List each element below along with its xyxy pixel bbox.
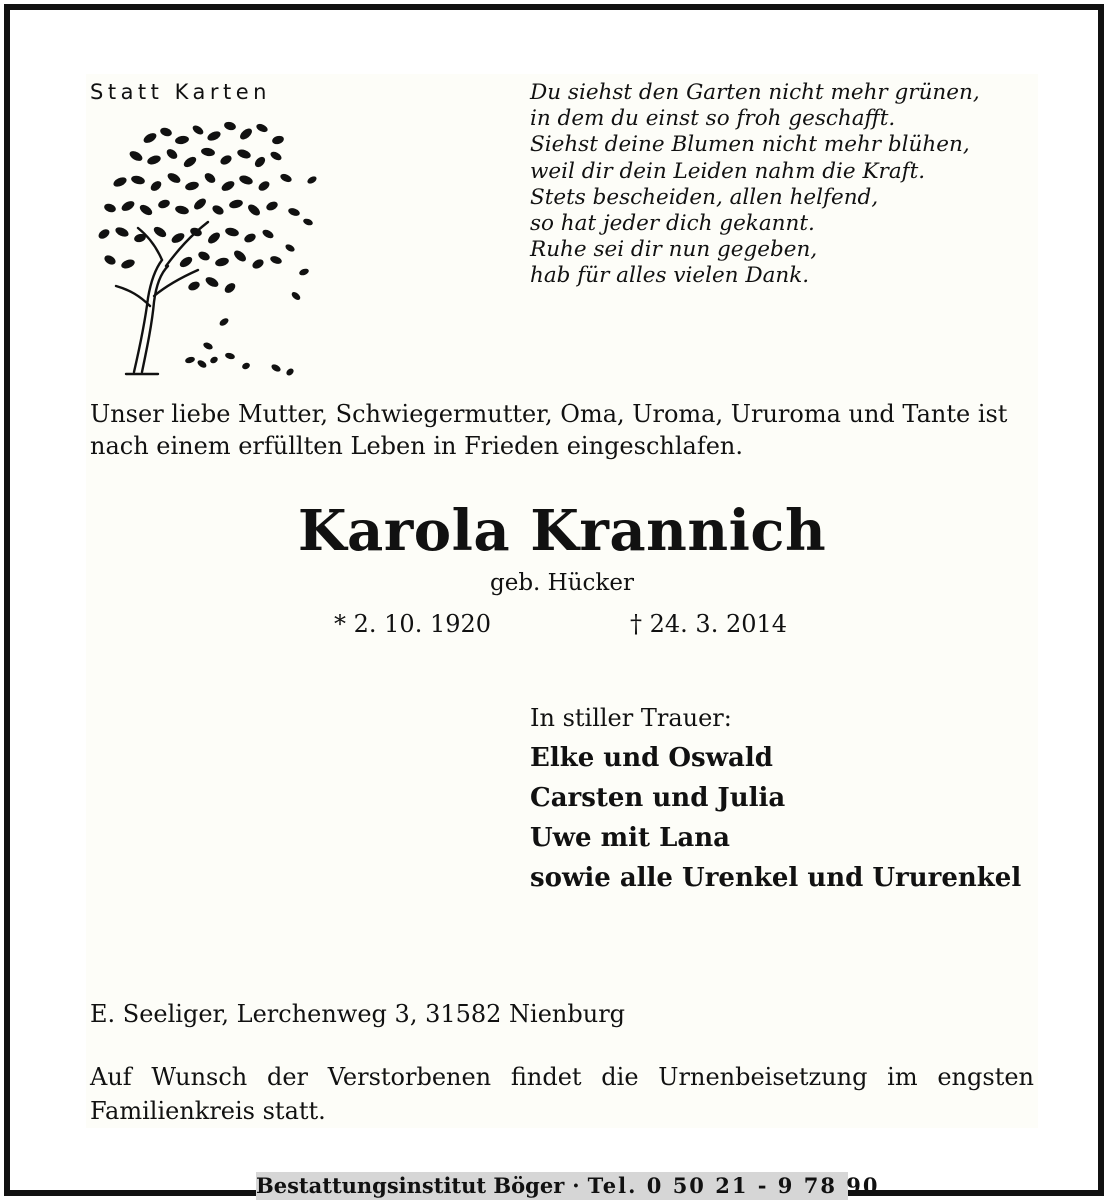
funeral-home-name: Bestattungsinstitut Böger <box>256 1173 565 1198</box>
mourner-entry: Elke und Oswald <box>530 743 773 773</box>
mourners-list <box>530 738 1021 898</box>
poem <box>530 80 980 290</box>
tree-icon <box>90 110 326 380</box>
mourning-label: In stiller Trauer: <box>530 704 732 732</box>
poem-line: hab für alles vielen Dank. <box>530 263 810 289</box>
poem-line: Stets bescheiden, allen helfend, <box>530 184 879 210</box>
poem-line: Du siehst den Garten nicht mehr grünen, <box>530 80 980 105</box>
funeral-home-phone: Tel. 0 50 21 - 9 78 90 <box>587 1173 880 1198</box>
mourner-entry: Uwe mit Lana <box>530 823 730 853</box>
funeral-home-footer <box>256 1172 880 1200</box>
mourner-entry: Carsten und Julia <box>530 783 786 813</box>
poem-line: Siehst deine Blumen nicht mehr blühen, <box>530 132 970 158</box>
birth-date: * 2. 10. 1920 <box>334 610 492 638</box>
footer-separator: · <box>572 1173 580 1198</box>
obituary-frame <box>4 4 1104 1196</box>
obituary-notice <box>86 74 1038 1128</box>
contact-address: E. Seeliger, Lerchenweg 3, 31582 Nienburg <box>90 1000 626 1028</box>
poem-line: weil dir dein Leiden nahm die Kraft. <box>530 158 926 184</box>
poem-line: Ruhe sei dir nun gegeben, <box>530 237 818 263</box>
statt-karten-label: Statt Karten <box>90 80 271 104</box>
death-date: † 24. 3. 2014 <box>630 610 788 638</box>
poem-line: so hat jeder dich gekannt. <box>530 211 815 237</box>
poem-line: in dem du einst so froh geschafft. <box>530 106 896 132</box>
intro-text: Unser liebe Mutter, Schwiegermutter, Oma, Uroma, Ururoma und Tante ist nach einem erfüllten Leben in Frieden eingeschlafen. <box>90 400 1008 460</box>
maiden-name: geb. Hücker <box>490 570 634 596</box>
mourner-entry: sowie alle Urenkel und Ururenkel <box>530 863 1022 893</box>
deceased-name: Karola Krannich <box>297 498 827 564</box>
burial-notice: Auf Wunsch der Verstorbenen findet die Urnenbeisetzung im engsten Familienkreis statt. <box>90 1063 1034 1125</box>
